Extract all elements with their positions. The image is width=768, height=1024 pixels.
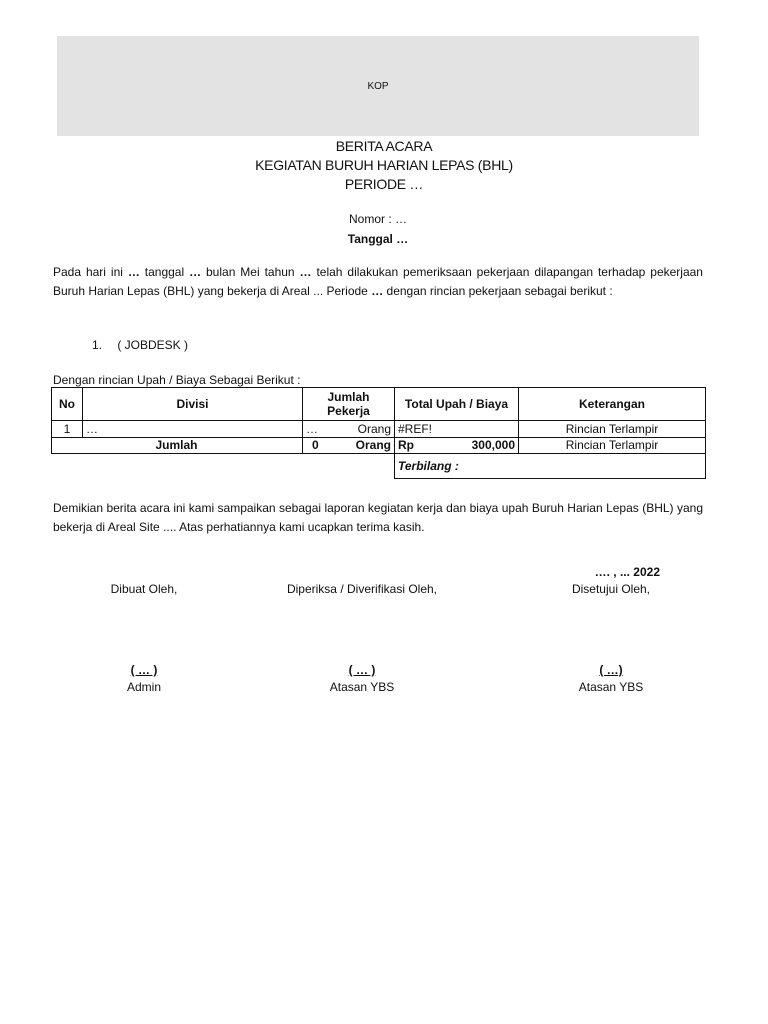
terbilang-row bbox=[52, 454, 706, 479]
total-jumlah-value: 0 bbox=[312, 438, 319, 452]
jobdesk-label: ( JOBDESK ) bbox=[117, 338, 189, 352]
title-line-3: PERIODE … bbox=[344, 176, 424, 192]
cell-jumlah-value: … bbox=[306, 421, 318, 436]
jobdesk-list-item bbox=[92, 338, 188, 352]
signature-block-verified bbox=[262, 582, 462, 694]
header-keterangan: Keterangan bbox=[519, 388, 706, 421]
header-no: No bbox=[52, 388, 83, 421]
total-currency: Rp bbox=[398, 438, 414, 452]
terbilang-label: Terbilang : bbox=[398, 459, 459, 473]
cell-keterangan: Rincian Terlampir bbox=[519, 421, 706, 438]
closing-paragraph: Demikian berita acara ini kami sampaikan sebagai laporan kegiatan kerja dan biaya upah Buruh Harian Lepas (BHL) yang bekerja di Areal Site .... Atas perhatiannya kami ucapkan terima kasih. bbox=[53, 501, 703, 534]
signature-date: …. , ... 2022 bbox=[594, 565, 660, 579]
intro-text-4: telah dilakukan pemeriksaan pekerjaan dilapangan terhadap pekerjaan Buruh Harian Lepas (BHL) yang bekerja di Areal ... Periode bbox=[53, 265, 703, 298]
total-upah-amount bbox=[395, 438, 519, 454]
table-row bbox=[52, 421, 706, 438]
header-total-upah: Total Upah / Biaya bbox=[395, 388, 519, 421]
intro-text-1: Pada hari ini bbox=[53, 265, 128, 279]
document-number: Nomor : … bbox=[348, 212, 407, 226]
header-divisi: Divisi bbox=[83, 388, 303, 421]
table-header-row bbox=[52, 388, 706, 421]
total-label bbox=[52, 438, 303, 454]
terbilang-spacer bbox=[52, 454, 395, 479]
cell-jumlah-unit: Orang bbox=[357, 421, 391, 436]
intro-text-2: tanggal bbox=[139, 265, 190, 279]
signature-title: Admin bbox=[126, 680, 161, 694]
intro-blank-1: … bbox=[127, 265, 140, 279]
header-jumlah-pekerja: Jumlah Pekerja bbox=[303, 388, 395, 421]
document-title bbox=[0, 137, 768, 194]
signature-block-created bbox=[84, 582, 204, 694]
table-total-row bbox=[52, 438, 706, 454]
total-label-text: Jumlah bbox=[155, 438, 198, 452]
title-line-1: BERITA ACARA bbox=[335, 138, 433, 154]
total-amount: 300,000 bbox=[471, 438, 515, 452]
total-jumlah-unit: Orang bbox=[355, 438, 391, 452]
letterhead-placeholder bbox=[57, 36, 699, 136]
intro-blank-4: … bbox=[371, 284, 384, 298]
terbilang-cell bbox=[395, 454, 706, 479]
cell-jumlah-pekerja bbox=[303, 421, 395, 438]
document-date: Tanggal … bbox=[347, 232, 409, 246]
jobdesk-number: 1. bbox=[92, 338, 103, 352]
total-keterangan: Rincian Terlampir bbox=[519, 438, 706, 454]
intro-blank-2: … bbox=[189, 265, 202, 279]
intro-blank-3: … bbox=[299, 265, 312, 279]
signature-role: Disetujui Oleh, bbox=[571, 582, 651, 596]
signature-role: Dibuat Oleh, bbox=[110, 582, 178, 596]
signature-name: ( … ) bbox=[130, 663, 158, 677]
signature-title: Atasan YBS bbox=[329, 680, 395, 694]
cell-total-upah: #REF! bbox=[395, 421, 519, 438]
signature-role: Diperiksa / Diverifikasi Oleh, bbox=[286, 582, 438, 596]
cell-divisi: … bbox=[83, 421, 303, 438]
letterhead-label: KOP bbox=[367, 80, 389, 92]
intro-text-3: bulan Mei tahun bbox=[201, 265, 300, 279]
total-jumlah-pekerja bbox=[303, 438, 395, 454]
intro-paragraph bbox=[53, 263, 703, 301]
wage-details-label: Dengan rincian Upah / Biaya Sebagai Berikut : bbox=[53, 373, 301, 387]
intro-text-5: dengan rincian pekerjaan sebagai berikut : bbox=[383, 284, 613, 298]
signature-name: ( …) bbox=[599, 663, 623, 677]
signature-name: ( … ) bbox=[348, 663, 376, 677]
cell-no: 1 bbox=[52, 421, 83, 438]
signature-block-approved bbox=[551, 582, 671, 694]
signature-title: Atasan YBS bbox=[578, 680, 644, 694]
wage-table bbox=[51, 387, 706, 479]
title-line-2: KEGIATAN BURUH HARIAN LEPAS (BHL) bbox=[255, 157, 513, 173]
